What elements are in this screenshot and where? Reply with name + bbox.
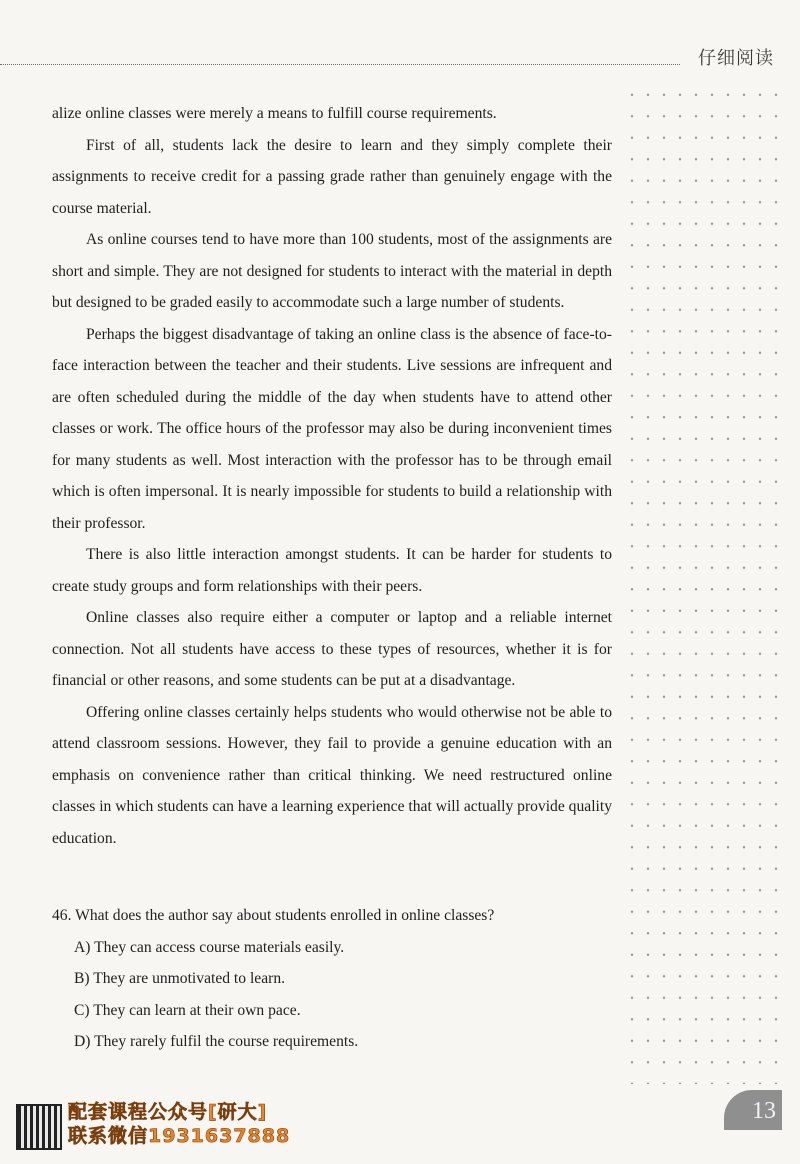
- passage-paragraph: Online classes also require either a computer or laptop and a reliable internet connection. Not all students have access to these types of resources, whether it is for financial or other reasons, and some students can be put at a disadvantage.: [52, 609, 612, 689]
- passage-paragraph: There is also little interaction amongst students. It can be harder for students to create study groups and form relationships with their peers.: [52, 546, 612, 595]
- page-number: 13: [752, 1098, 776, 1124]
- answer-option-d[interactable]: D) They rarely fulfil the course requirements.: [74, 1033, 359, 1050]
- promo-text: [68, 1100, 290, 1148]
- passage-paragraph: As online courses tend to have more than 100 students, most of the assignments are short and simple. They are not designed for students to interact with the material in depth but designed to be graded easily to accommodate such a large number of students.: [52, 231, 612, 311]
- passage-paragraph: alize online classes were merely a means to fulfill course requirements.: [52, 105, 497, 122]
- promo-line-2: 联系微信1931637888: [68, 1125, 291, 1147]
- passage-paragraph: Offering online classes certainly helps students who would otherwise not be able to attend classroom sessions. However, they fail to provide a genuine education with an emphasis on convenience rather than critical thinking. We need restructured online classes in which students can have a learning experience that will actually provide quality education.: [52, 703, 612, 847]
- qr-code-icon: [16, 1104, 62, 1150]
- question-46: [52, 900, 612, 1058]
- answer-option-b[interactable]: B) They are unmotivated to learn.: [74, 970, 286, 987]
- passage-paragraph: Perhaps the biggest disadvantage of taking an online class is the absence of face-to-face interaction between the teacher and their students. Live sessions are infrequent and are often scheduled during the middle of the day when students have to attend other classes or work. The office hours of the professor may also be during inconvenient times for many students as well. Most interaction with the professor has to be through email which is often impersonal. It is nearly impossible for students to build a relationship with their professor.: [52, 325, 612, 532]
- passage-paragraph: First of all, students lack the desire to learn and they simply complete their assignments to receive credit for a passing grade rather than genuinely engage with the course material.: [52, 136, 612, 217]
- promo-line-1: 配套课程公众号[研大]: [68, 1101, 268, 1123]
- answer-option-c[interactable]: C) They can learn at their own pace.: [74, 1001, 301, 1019]
- note-dot-grid: [624, 84, 784, 1084]
- question-stem: 46. What does the author say about students enrolled in online classes?: [52, 907, 495, 924]
- answer-option-a[interactable]: A) They can access course materials easily.: [74, 938, 345, 956]
- reading-passage: [52, 98, 612, 854]
- section-title: 仔细阅读: [698, 48, 774, 69]
- header-rule: [0, 64, 680, 65]
- promo-footer: [16, 1098, 316, 1154]
